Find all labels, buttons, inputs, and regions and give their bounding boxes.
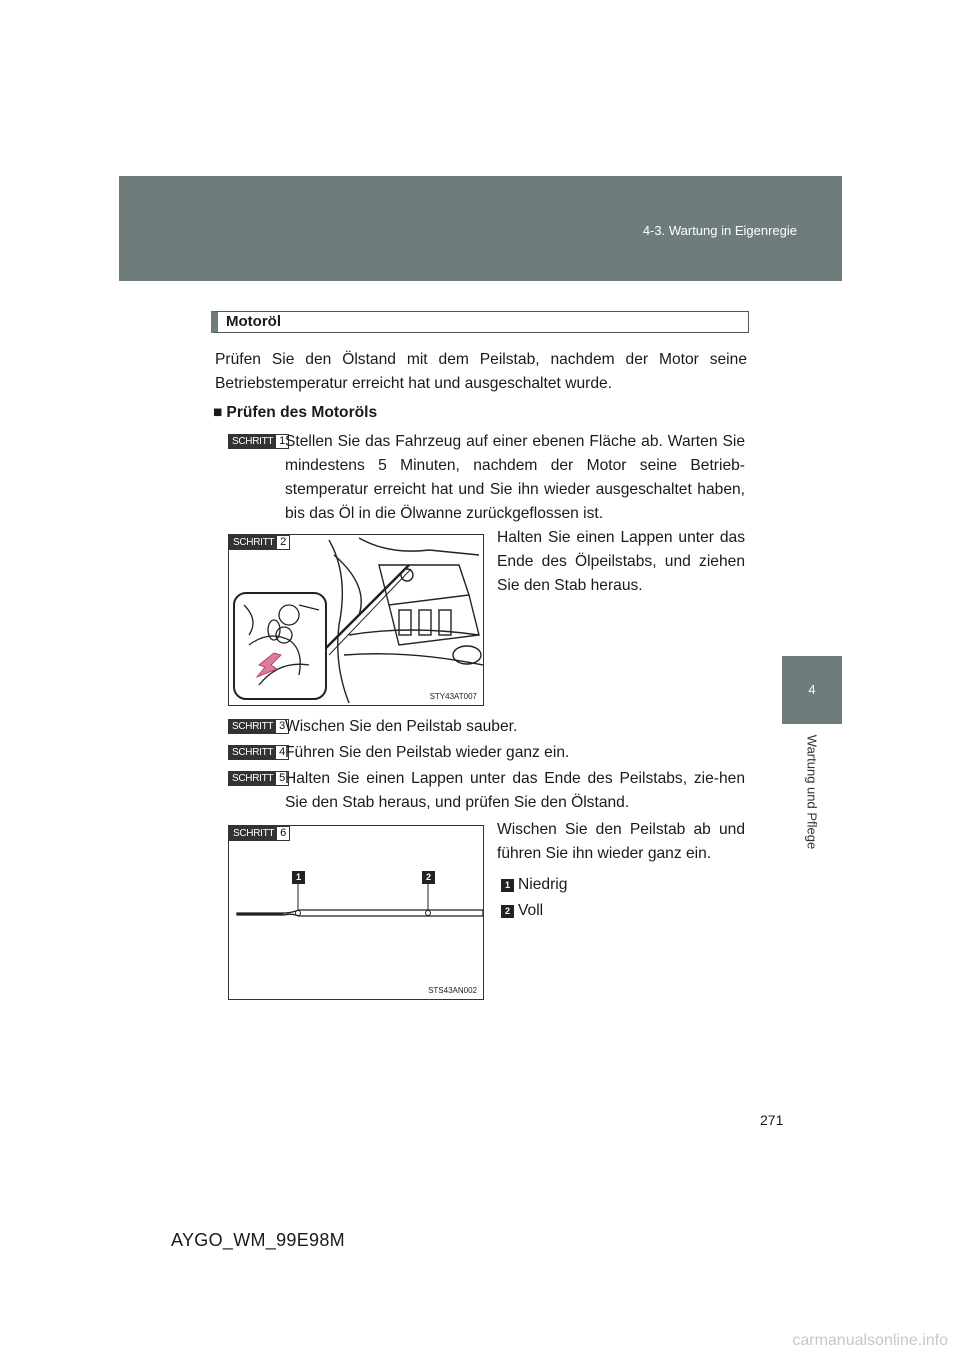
engine-dipstick-figure [228, 534, 484, 706]
watermark[interactable]: carmanualsonline.info [792, 1332, 948, 1349]
marker-full-badge: 2 [422, 871, 435, 884]
manual-code: AYGO_WM_99E98M [171, 1230, 345, 1250]
step-2-text: Halten Sie einen Lappen unter das Ende des Ölpeilstabs, und ziehen Sie den Stab heraus. [497, 529, 745, 594]
chapter-label: Wartung und Pflege [804, 734, 820, 850]
step-3-text: Wischen Sie den Peilstab sauber. [285, 718, 518, 735]
step-badge-2: SCHRITT 2 [229, 535, 290, 550]
header-band [119, 176, 842, 281]
figure-code: STY43AT007 [429, 692, 477, 701]
page-number: 271 [760, 1112, 784, 1128]
step-badge-6: SCHRITT 6 [229, 826, 290, 841]
step-5-text: Halten Sie einen Lappen unter das Ende des Peilstabs, zie-hen Sie den Stab heraus, und prüfen Sie den Ölstand. [285, 770, 745, 811]
square-bullet-icon: ■ [213, 404, 223, 421]
dipstick-figure [228, 825, 484, 1000]
engine-illustration [229, 535, 483, 705]
chapter-tab[interactable]: 4 [782, 656, 842, 724]
subheading-text: Prüfen des Motoröls [226, 404, 378, 421]
legend-item-full: 2 Voll [501, 902, 543, 920]
dipstick-illustration [229, 826, 483, 999]
step-badge-5: SCHRITT 5 [228, 771, 289, 786]
section-heading: Motoröl [211, 311, 749, 333]
step-badge-1: SCHRITT 1 [228, 434, 289, 449]
marker-low-badge: 1 [292, 871, 305, 884]
subheading [213, 404, 377, 422]
step-4-text: Führen Sie den Peilstab wieder ganz ein. [285, 744, 570, 761]
intro-paragraph: Prüfen Sie den Ölstand mit dem Peilstab, nachdem der Motor seine Betriebstemperatur erreicht hat und ausgeschaltet wurde. [215, 351, 747, 392]
step-6-text: Wischen Sie den Peilstab ab und führen Sie ihn wieder ganz ein. [497, 821, 745, 862]
section-title: 4-3. Wartung in Eigenregie [642, 223, 797, 238]
step-badge-3: SCHRITT 3 [228, 719, 289, 734]
step-1-text: Stellen Sie das Fahrzeug auf einer ebenen Fläche ab. Warten Sie mindestens 5 Minuten, nachdem der Motor seine Betrieb-stemperatur erreicht hat und Sie ihn wieder ausgeschaltet haben, bis das Öl in die Ölwanne zurückgeflossen ist. [285, 433, 745, 522]
figure-code: STS43AN002 [428, 986, 477, 995]
step-badge-4: SCHRITT 4 [228, 745, 289, 760]
legend-item-low: 1 Niedrig [501, 876, 567, 894]
